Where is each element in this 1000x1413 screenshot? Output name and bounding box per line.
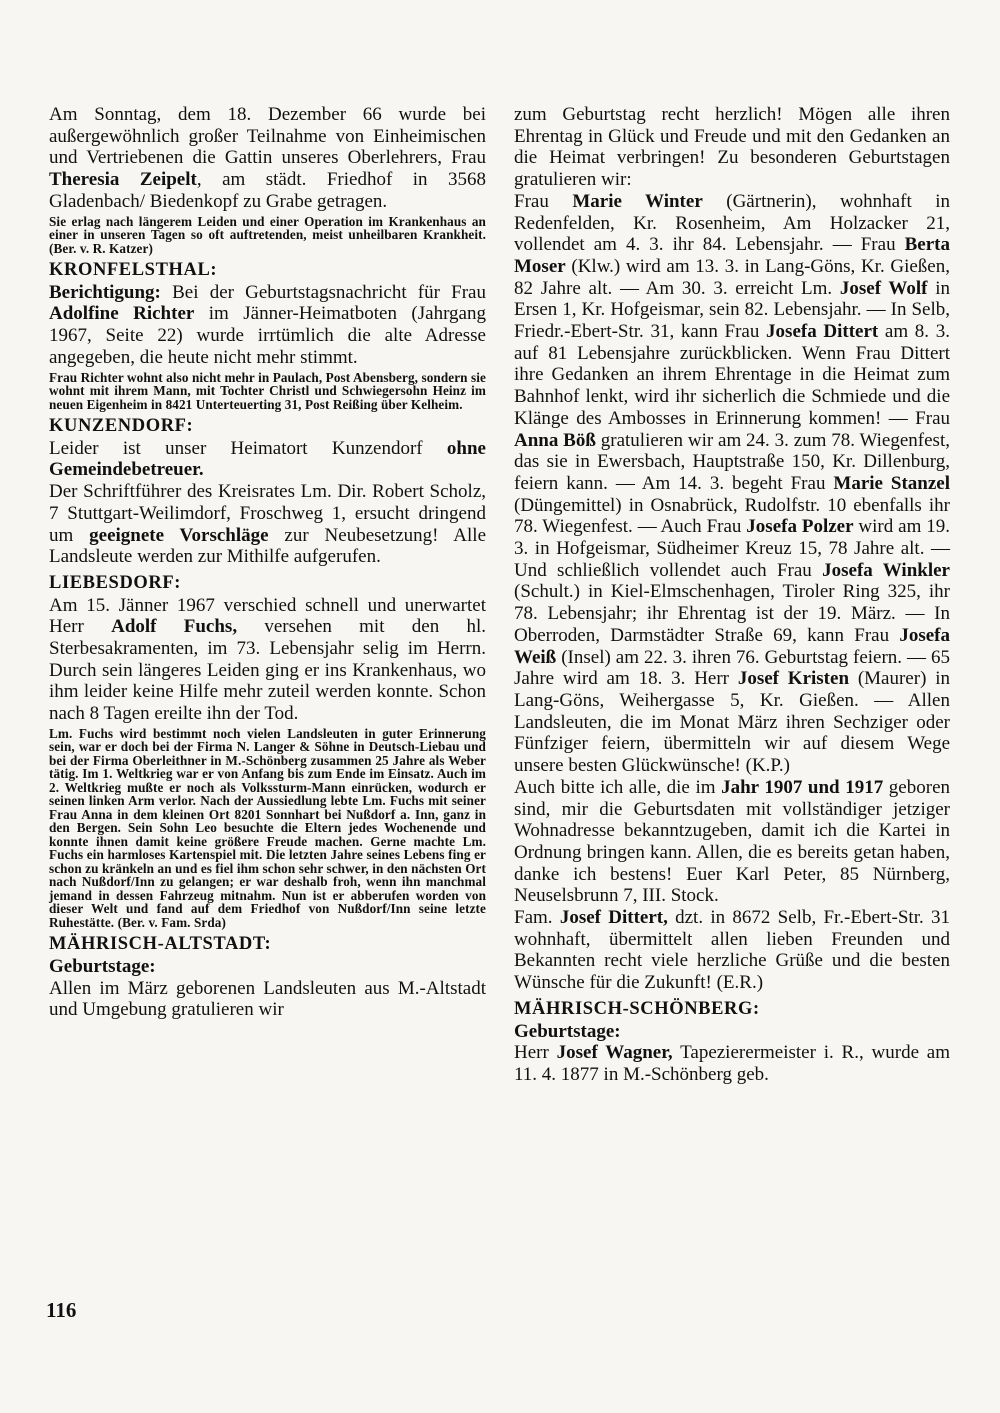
heading-liebesdorf: LIEBESDORF:	[49, 572, 182, 593]
paragraph-congratulations: zum Geburtstag recht herzlich! Mögen alle ihren Ehrentag in Glück und Freude und mit den Gedanken an die Heimat verbringen! Zu besonderen Geburtstagen gratulieren wir:	[514, 104, 950, 191]
paragraph-kunzendorf: Leider ist unser Heimatort Kunzendorf ohne Gemeindebetreuer.	[49, 437, 486, 481]
paragraph-zeipelt-funeral: Am Sonntag, dem 18. Dezember 66 wurde bei außergewöhnlich großer Teilnahme von Einheimischen und Vertriebenen die Gattin unseres Oberlehrers, Frau Theresia Zeipelt, am städt. Friedhof in 3568 Gladenbach/ Biedenkopf zu Grabe getragen.	[49, 104, 487, 212]
note-fuchs: Lm. Fuchs wird bestimmt noch vielen Landsleuten in guter Erinnerung sein, war er doch bei der Firma N. Langer & Söhne in Deutsch-Liebau und bei der Firma Oberleithner in M.-Schönberg zusammen 25 Jahre als Weber tätig. Im 1. Weltkrieg war er von Anfang bis zum Ende im Einsatz. Auch im 2. Weltkrieg mußte er noch als Volkssturm-Mann einrücken, wodurch er seinen linken Arm verlor. Nach der Aussiedlung lebte Lm. Fuchs mit seiner Frau Anna in dem kleinen Ort 8201 Sonnhart bei Nußdorf a. Inn, ganz in den Bergen. Sein Sohn Leo besuchte die Eltern jedes Wochenende und konnte ihnen damit keine größere Freude machen. Gerne machte Lm. Fuchs ein harmloses Kartenspiel mit. Die letzten Jahre seines Lebens fing er schon zu kränkeln an und es fiel ihm schon sehr schwer, in den nächsten Ort nach Nußdorf/Inn zu gelangen; er war deshalb froh, wenn ihn manchmal jemand in dessen Fahrzeug mitnahm. Nun ist er abberufen worden von dieser Welt und fand auf dem Friedhof von Nußdorf/Inn seine letzte Ruhestätte. (Ber. v. Fam. Srda)	[49, 725, 486, 930]
paragraph-kartei-request: Auch bitte ich alle, die im Jahr 1907 und 1917 geboren sind, mir die Geburtsdaten mit vollständiger jetziger Wohnadresse bekanntzugeben, damit ich die Kartei in Ordnung bringen kann. Allen, die es bereits getan haben, danke ich bestens! Euer Karl Peter, 85 Nürnberg, Neuselsbrunn 7, III. Stock.	[514, 776, 950, 907]
paragraph-birthday-list: Frau Marie Winter (Gärtnerin), wohnhaft in Redenfelden, Kr. Rosenheim, Am Holzacker 21, vollendet am 4. 3. ihr 84. Lebensjahr. — Frau Berta Moser (Klw.) wird am 13. 3. in Lang-Göns, Kr. Gießen, 82 Jahre alt. — Am 30. 3. erreicht Lm. Josef Wolf in Ersen 1, Kr. Hofgeismar, sein 82. Lebensjahr. — In Selb, Friedr.-Ebert-Str. 31, kann Frau Josefa Dittert am 8. 3. auf 81 Lebensjahre zurückblicken. Wenn Frau Dittert ihre Gedanken an ihrem Ehrentage in die Heimat zum Bahnhof lenkt, wird ihr sicherlich die Schmiede und die Klänge des Ambosses in Erinnerung kommen! — Frau Anna Böß gratulieren wir am 24. 3. zum 78. Wiegenfest, das sie in Ewersbach, Hauptstraße 150, Kr. Dillenburg, feiern kann. — Am 14. 3. begeht Frau Marie Stanzel (Düngemittel) in Osnabrück, Rudolfstr. 10 ebenfalls ihr 78. Wiegenfest. — Auch Frau Josefa Polzer wird am 19. 3. in Hofgeismar, Südheimer Kreuz 15, 78 Jahre alt. — Und schließlich vollendet auch Frau Josefa Winkler (Schult.) in Kiel-Elmschenhagen, Tiroler Ring 325, ihr 78. Lebensjahr; ihr Ehrentag ist der 19. März. — In Oberroden, Darmstädter Straße 69, kann Frau Josefa Weiß (Insel) am 22. 3. ihren 76. Geburtstag feiern. — 65 Jahre wird am 18. 3. Herr Josef Kristen (Maurer) in Lang-Göns, Weihergasse 5, Kr. Gießen. — Allen Landsleuten, die im Monat März ihren Sechziger oder Fünfziger feiern, übermitteln wir auf diesem Wege unsere besten Glückwünsche! (K.P.)	[514, 190, 951, 777]
heading-kronfelsthal: KRONFELSTHAL:	[49, 260, 218, 281]
paragraph-berichtigung: Berichtigung: Bei der Geburtstagsnachricht für Frau Adolfine Richter im Jänner-Heimatboten (Jahrgang 1967, Seite 22) wurde irrtümlich die alte Adresse angegeben, die heute nicht mehr stimmt.	[49, 281, 486, 368]
right-column	[514, 104, 950, 1086]
note-zeipelt: Sie erlag nach längerem Leiden und einer Operation im Krankenhaus an einer in unseren Tagen so oft auftretenden, meist unheilbaren Krankheit. (Ber. v. R. Katzer)	[49, 213, 486, 256]
note-richter: Frau Richter wohnt also nicht mehr in Paulach, Post Abensberg, sondern sie wohnt mit ihrem Mann, mit Tochter Christl und Schwiegersohn Heinz im neuen Eigenheim in 8421 Unterteuerting 31, Post Reißing über Kelheim.	[49, 369, 486, 412]
left-column	[49, 104, 486, 1021]
heading-kunzendorf: KUNZENDORF:	[49, 416, 194, 437]
paragraph-schriftfuehrer: Der Schriftführer des Kreisrates Lm. Dir. Robert Scholz, 7 Stuttgart-Weilimdorf, Froschweg 1, ersucht dringend um geeignete Vorschläge zur Neubesetzung! Alle Landsleute werden zur Mithilfe aufgerufen.	[49, 481, 487, 568]
subheading-geburtstage-altstadt: Geburtstage:	[49, 956, 156, 978]
name-adolf-fuchs: Adolf Fuchs,	[111, 616, 238, 638]
paragraph-altstadt-birthdays: Allen im März geborenen Landsleuten aus M.-Altstadt und Umgebung gratulieren wir	[49, 977, 486, 1021]
heading-maehrisch-schoenberg: MÄHRISCH-SCHÖNBERG:	[514, 998, 760, 1019]
page-number: 116	[46, 1298, 77, 1322]
heading-maehrisch-altstadt: MÄHRISCH-ALTSTADT:	[49, 934, 272, 955]
paragraph-josef-wagner: Herr Josef Wagner, Tapezierermeister i. R., wurde am 11. 4. 1877 in M.-Schönberg geb.	[514, 1042, 951, 1085]
name-adolfine-richter: Adolfine Richter	[49, 303, 195, 325]
subheading-geburtstage-schoenberg: Geburtstage:	[514, 1020, 621, 1042]
paragraph-adolf-fuchs: Am 15. Jänner 1967 verschied schnell und unerwartet Herr Adolf Fuchs, versehen mit den hl. Sterbesakramenten, im 73. Lebensjahr selig im Herrn. Durch sein längeres Leiden ging er ins Krankenhaus, wo ihm leider keine Hilfe mehr zuteil werden konnte. Schon nach 8 Tagen ereilte ihn der Tod.	[49, 594, 486, 725]
name-theresia-zeipelt: Theresia Zeipelt	[49, 169, 197, 191]
paragraph-dittert-greetings: Fam. Josef Dittert, dzt. in 8672 Selb, Fr.-Ebert-Str. 31 wohnhaft, übermittelt allen lieben Freunden und Bekannten recht viele herzliche Grüße und die besten Wünsche für die Zukunft! (E.R.)	[514, 907, 950, 994]
